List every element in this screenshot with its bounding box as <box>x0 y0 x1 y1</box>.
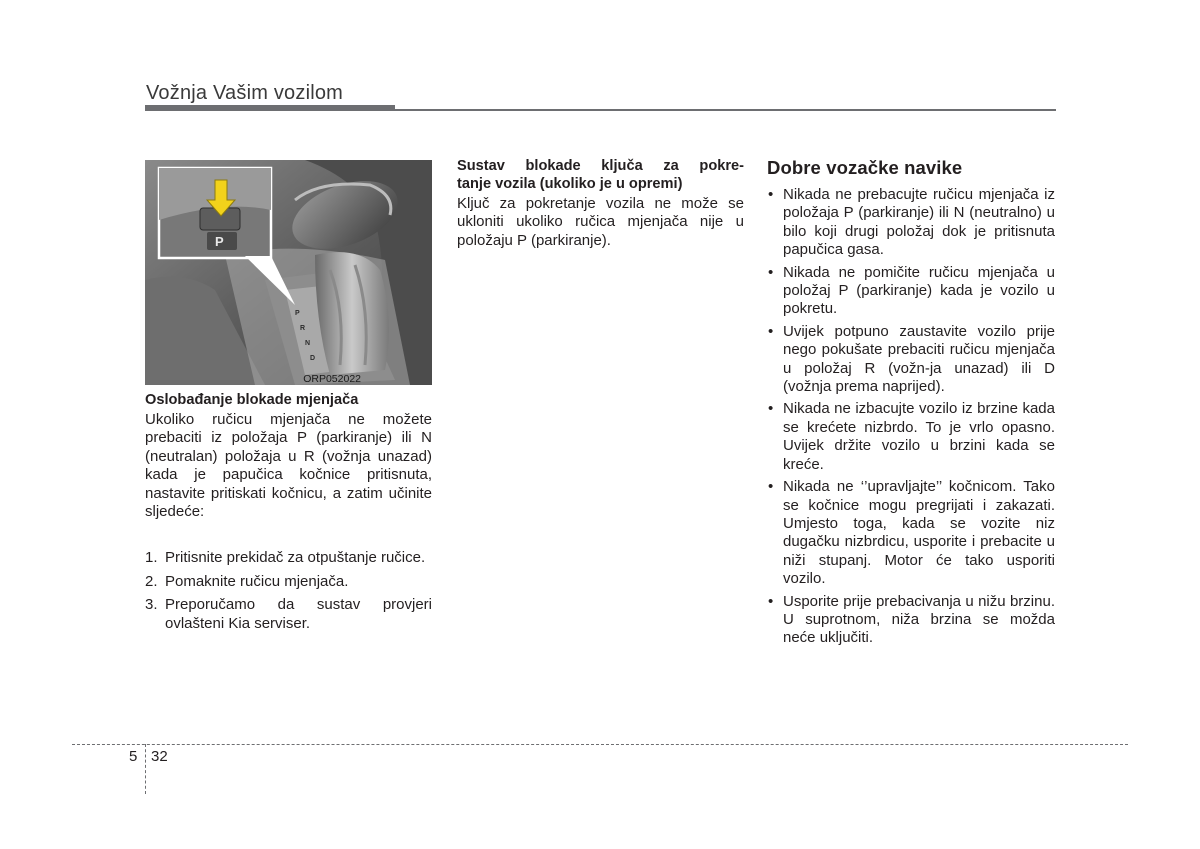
release-steps-list <box>145 549 432 633</box>
step-number: 3. <box>145 596 158 614</box>
bullet-icon: • <box>768 478 774 496</box>
bullet-icon: • <box>768 186 774 203</box>
svg-text:P: P <box>295 310 300 317</box>
driving-habits-list <box>767 186 1055 648</box>
bullet-icon: • <box>768 322 774 340</box>
svg-text:N: N <box>305 340 311 347</box>
left-column <box>145 391 432 638</box>
list-item <box>767 264 1055 319</box>
list-item <box>145 573 432 591</box>
shift-lock-release-heading: Oslobađanje blokade mjenjača <box>145 392 359 408</box>
bullet-text: Nikada ne ‘’upravljajte’’ kočnicom. Tako se kočnice mogu pregrijati i zakazati. Umjesto toga, kada se vozite niz dugačku nizbrdicu, usporite i prebacite u niži stupanj. Motor će tako usporiti vozilo. <box>783 478 1055 588</box>
list-item <box>145 596 432 633</box>
shifter-illustration <box>145 160 432 385</box>
right-column <box>767 157 1055 652</box>
step-number: 2. <box>145 572 158 590</box>
shift-lock-release-paragraph: Ukoliko ručicu mjenjača ne možete prebaciti iz položaja P (parkiranje) ili N (neutralan) položaja u R (vožnja unazad) kada je papučica kočnice pritisnuta, nastavite pritiskati kočnicu, a zatim učinite sljedeće: <box>145 411 432 521</box>
inset-p-label: P <box>215 234 224 249</box>
bullet-icon: • <box>768 263 774 281</box>
page-header-title: Vožnja Vašim vozilom <box>146 82 344 104</box>
list-item <box>145 549 432 567</box>
key-interlock-heading-line2: tanje vozila (ukoliko je u opremi) <box>457 176 683 192</box>
step-number: 1. <box>145 549 158 567</box>
bullet-text: Nikada ne pomičite ručicu mjenjača u položaj P (parkiranje) kada je vozilo u pokretu. <box>783 263 1055 318</box>
chapter-number: 5 <box>129 748 138 765</box>
list-item <box>767 186 1055 260</box>
bullet-text: Uvijek potpuno zaustavite vozilo prije nego pokušate prebaciti ručicu mjenjača u položaj R (vožn-ja unazad) ili D (vožnja prema naprijed). <box>783 322 1055 396</box>
bullet-text: Nikada ne prebacujte ručicu mjenjača iz položaja P (parkiranje) ili N (neutralno) u bilo koji drugi položaj dok je pritisnuta papučica gasa. <box>783 186 1055 259</box>
key-interlock-heading-line1: Sustav blokade ključa za pokre- <box>457 158 744 174</box>
middle-column <box>457 157 744 250</box>
bullet-icon: • <box>768 400 774 418</box>
page-number: 32 <box>151 748 168 765</box>
header-rule-thin <box>395 109 1056 111</box>
svg-text:D: D <box>310 355 316 362</box>
good-driving-habits-title: Dobre vozačke navike <box>767 157 963 178</box>
footer-dashed-rule <box>72 744 1128 745</box>
key-interlock-paragraph: Ključ za pokretanje vozila ne može se ukloniti ukoliko ručica mjenjača nije u položaju P (parkiranje). <box>457 195 744 249</box>
step-text: Pritisnite prekidač za otpuštanje ručice. <box>165 549 426 567</box>
bullet-text: Usporite prije prebacivanja u nižu brzinu. U suprotnom, niža brzina se možda neće uključiti. <box>783 592 1055 647</box>
bullet-icon: • <box>768 592 774 610</box>
header-rule-thick <box>145 105 395 111</box>
shifter-figure <box>145 160 432 385</box>
key-interlock-heading <box>457 157 744 193</box>
step-text: Pomaknite ručicu mjenjača. <box>165 572 349 590</box>
list-item <box>767 478 1055 588</box>
bullet-text: Nikada ne izbacujte vozilo iz brzine kada se krećete nizbrdo. To je vrlo opasno. Uvijek držite vozilo u brzini kada se kreće. <box>783 400 1055 473</box>
list-item <box>767 400 1055 474</box>
footer-dashed-divider <box>145 744 146 794</box>
list-item <box>767 323 1055 397</box>
figure-code: ORP052022 <box>303 373 361 385</box>
list-item <box>767 593 1055 648</box>
step-text: Preporučamo da sustav provjeri ovlašteni Kia serviser. <box>165 596 432 632</box>
svg-text:R: R <box>300 325 306 332</box>
